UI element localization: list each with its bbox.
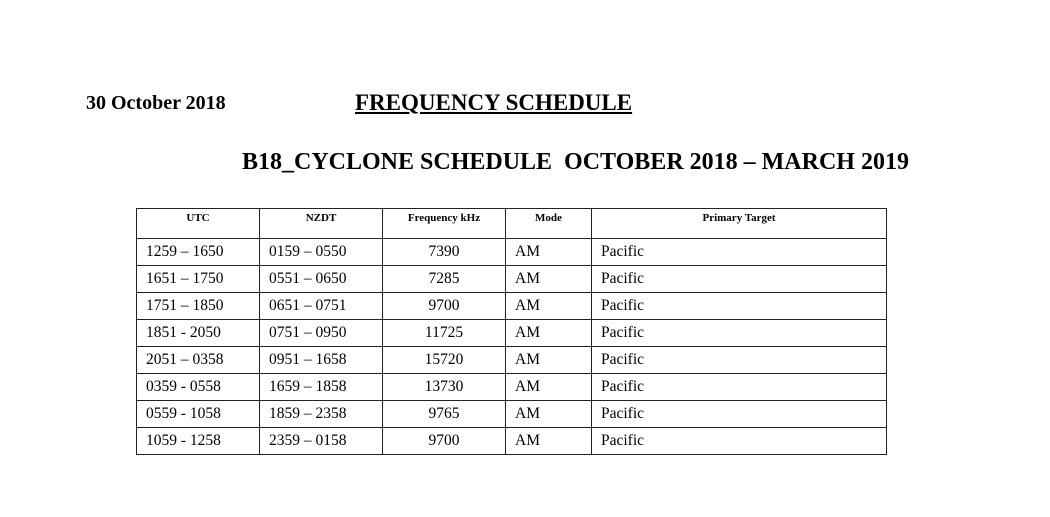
mode-cell: AM	[506, 320, 592, 347]
table-row	[137, 374, 887, 401]
nzdt-cell: 1659 – 1858	[260, 374, 383, 401]
target-cell: Pacific	[592, 401, 887, 428]
utc-cell: 1651 – 1750	[137, 266, 260, 293]
nzdt-cell: 0159 – 0550	[260, 239, 383, 266]
nzdt-cell: 0551 – 0650	[260, 266, 383, 293]
frequency-cell: 11725	[383, 320, 506, 347]
utc-cell: 0559 - 1058	[137, 401, 260, 428]
utc-cell: 2051 – 0358	[137, 347, 260, 374]
nzdt-cell: 0751 – 0950	[260, 320, 383, 347]
nzdt-cell: 2359 – 0158	[260, 428, 383, 455]
frequency-cell: 15720	[383, 347, 506, 374]
utc-cell: 1851 - 2050	[137, 320, 260, 347]
frequency-cell: 9700	[383, 293, 506, 320]
frequency-cell: 7285	[383, 266, 506, 293]
frequency-cell: 7390	[383, 239, 506, 266]
header-utc: UTC	[137, 209, 260, 239]
table-row	[137, 293, 887, 320]
frequency-cell: 9765	[383, 401, 506, 428]
header-mode: Mode	[506, 209, 592, 239]
mode-cell: AM	[506, 266, 592, 293]
utc-cell: 1059 - 1258	[137, 428, 260, 455]
mode-cell: AM	[506, 428, 592, 455]
utc-cell: 1259 – 1650	[137, 239, 260, 266]
target-cell: Pacific	[592, 347, 887, 374]
utc-cell: 0359 - 0558	[137, 374, 260, 401]
table-row	[137, 239, 887, 266]
frequency-cell: 13730	[383, 374, 506, 401]
table-row	[137, 320, 887, 347]
target-cell: Pacific	[592, 374, 887, 401]
mode-cell: AM	[506, 239, 592, 266]
nzdt-cell: 0651 – 0751	[260, 293, 383, 320]
page-title: FREQUENCY SCHEDULE	[355, 90, 633, 115]
target-cell: Pacific	[592, 428, 887, 455]
header-frequency: Frequency kHz	[383, 209, 506, 239]
frequency-cell: 9700	[383, 428, 506, 455]
schedule-subtitle: B18_CYCLONE SCHEDULE OCTOBER 2018 – MARCH 2019	[242, 149, 909, 175]
table-row	[137, 266, 887, 293]
mode-cell: AM	[506, 293, 592, 320]
mode-cell: AM	[506, 401, 592, 428]
document-date: 30 October 2018	[86, 92, 226, 114]
target-cell: Pacific	[592, 239, 887, 266]
mode-cell: AM	[506, 374, 592, 401]
table-row	[137, 428, 887, 455]
header-nzdt: NZDT	[260, 209, 383, 239]
table-row	[137, 347, 887, 374]
utc-cell: 1751 – 1850	[137, 293, 260, 320]
table-row	[137, 401, 887, 428]
table-header-row	[137, 209, 887, 239]
target-cell: Pacific	[592, 320, 887, 347]
mode-cell: AM	[506, 347, 592, 374]
target-cell: Pacific	[592, 266, 887, 293]
nzdt-cell: 0951 – 1658	[260, 347, 383, 374]
frequency-table	[136, 208, 887, 455]
nzdt-cell: 1859 – 2358	[260, 401, 383, 428]
header-primary-target: Primary Target	[592, 209, 887, 239]
target-cell: Pacific	[592, 293, 887, 320]
